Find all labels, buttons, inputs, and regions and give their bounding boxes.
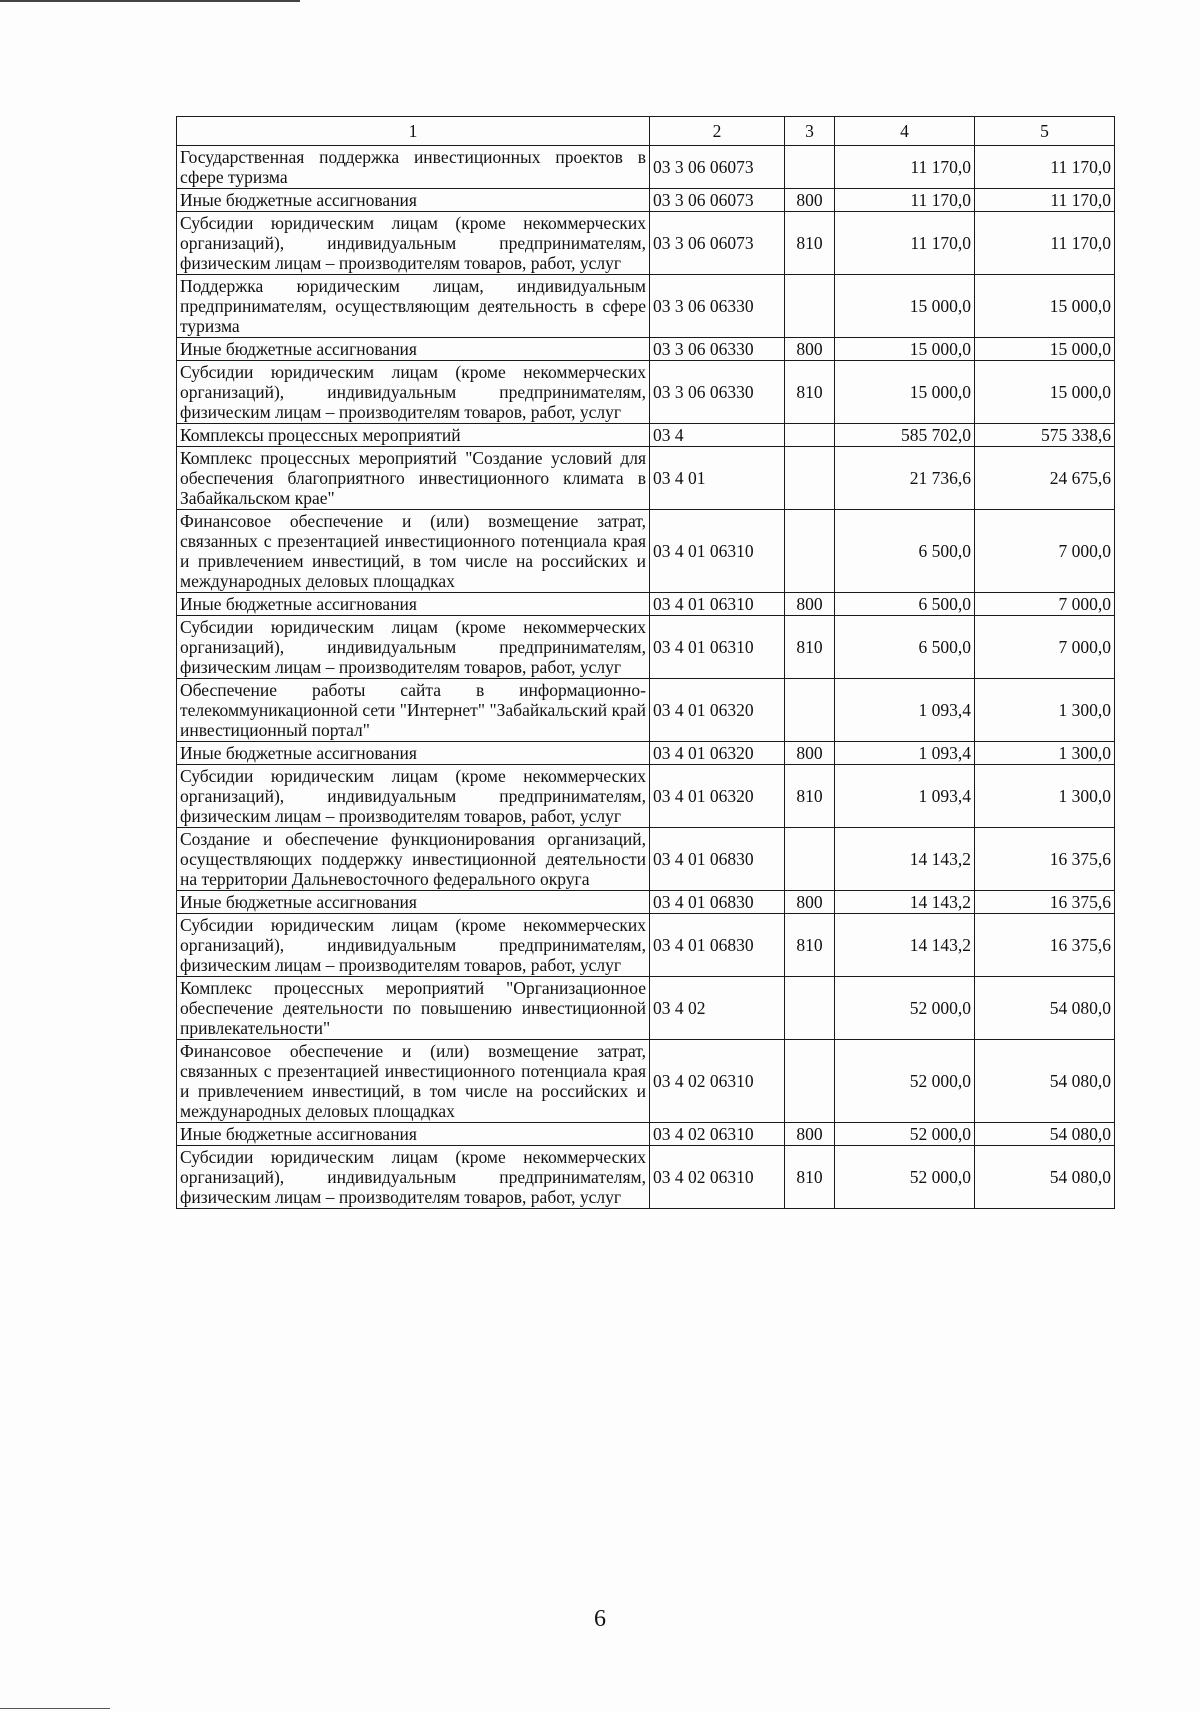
row-value-col5-cell: 54 080,0 <box>975 977 1115 1040</box>
row-value-col5-cell: 7 000,0 <box>975 593 1115 616</box>
row-value-col4-cell: 6 500,0 <box>835 510 975 593</box>
row-type-cell: 810 <box>785 914 835 977</box>
row-code-cell: 03 4 02 06310 <box>650 1146 785 1209</box>
table-body <box>177 146 1115 1209</box>
row-value-col5-cell: 11 170,0 <box>975 212 1115 275</box>
row-type-cell <box>785 679 835 742</box>
row-value-col4-cell: 11 170,0 <box>835 189 975 212</box>
table-row <box>177 1123 1115 1146</box>
row-value-col5-cell: 575 338,6 <box>975 424 1115 447</box>
row-value-col4-cell: 6 500,0 <box>835 593 975 616</box>
row-code-cell: 03 4 02 06310 <box>650 1040 785 1123</box>
row-value-col5-cell: 16 375,6 <box>975 914 1115 977</box>
column-header-3: 3 <box>785 117 835 146</box>
row-type-cell: 810 <box>785 212 835 275</box>
row-name-cell: Создание и обеспечение функционирования организаций, осуществляющих поддержку инвестиционной деятельности на территории Дальневосточного федерального округа <box>177 828 650 891</box>
table-row <box>177 593 1115 616</box>
budget-table <box>176 116 1115 1209</box>
row-type-cell: 800 <box>785 1123 835 1146</box>
row-name-cell: Государственная поддержка инвестиционных проектов в сфере туризма <box>177 146 650 189</box>
row-name-cell: Иные бюджетные ассигнования <box>177 891 650 914</box>
table-row <box>177 447 1115 510</box>
row-type-cell: 810 <box>785 361 835 424</box>
row-value-col5-cell: 7 000,0 <box>975 510 1115 593</box>
row-code-cell: 03 3 06 06330 <box>650 275 785 338</box>
table-row <box>177 616 1115 679</box>
table-row <box>177 338 1115 361</box>
row-value-col5-cell: 1 300,0 <box>975 679 1115 742</box>
row-name-cell: Иные бюджетные ассигнования <box>177 189 650 212</box>
table-row <box>177 742 1115 765</box>
row-name-cell: Комплекс процессных мероприятий "Организационное обеспечение деятельности по повышению инвестиционной привлекательности" <box>177 977 650 1040</box>
row-code-cell: 03 4 02 <box>650 977 785 1040</box>
row-name-cell: Поддержка юридическим лицам, индивидуальным предпринимателям, осуществляющим деятельность в сфере туризма <box>177 275 650 338</box>
row-value-col5-cell: 15 000,0 <box>975 338 1115 361</box>
row-code-cell: 03 4 <box>650 424 785 447</box>
table-row <box>177 361 1115 424</box>
row-value-col4-cell: 52 000,0 <box>835 1123 975 1146</box>
table-row <box>177 891 1115 914</box>
table-row <box>177 914 1115 977</box>
row-name-cell: Финансовое обеспечение и (или) возмещение затрат, связанных с презентацией инвестиционного потенциала края и привлечением инвестиций, в том числе на российских и международных деловых площадках <box>177 1040 650 1123</box>
table-row <box>177 189 1115 212</box>
row-name-cell: Субсидии юридическим лицам (кроме некоммерческих организаций), индивидуальным предпринимателям, физическим лицам – производителям товаров, работ, услуг <box>177 616 650 679</box>
header-row <box>177 117 1115 146</box>
row-name-cell: Иные бюджетные ассигнования <box>177 742 650 765</box>
row-type-cell: 810 <box>785 616 835 679</box>
column-header-4: 4 <box>835 117 975 146</box>
row-value-col5-cell: 16 375,6 <box>975 828 1115 891</box>
row-value-col4-cell: 6 500,0 <box>835 616 975 679</box>
row-name-cell: Субсидии юридическим лицам (кроме некоммерческих организаций), индивидуальным предпринимателям, физическим лицам – производителям товаров, работ, услуг <box>177 914 650 977</box>
row-value-col4-cell: 14 143,2 <box>835 891 975 914</box>
row-name-cell: Субсидии юридическим лицам (кроме некоммерческих организаций), индивидуальным предпринимателям, физическим лицам – производителям товаров, работ, услуг <box>177 212 650 275</box>
row-type-cell <box>785 424 835 447</box>
row-name-cell: Субсидии юридическим лицам (кроме некоммерческих организаций), индивидуальным предпринимателям, физическим лицам – производителям товаров, работ, услуг <box>177 361 650 424</box>
scan-edge-line-bottom <box>0 1708 110 1709</box>
row-code-cell: 03 4 02 06310 <box>650 1123 785 1146</box>
row-name-cell: Комплексы процессных мероприятий <box>177 424 650 447</box>
row-value-col4-cell: 52 000,0 <box>835 977 975 1040</box>
table-row <box>177 1040 1115 1123</box>
row-value-col5-cell: 54 080,0 <box>975 1123 1115 1146</box>
row-value-col5-cell: 16 375,6 <box>975 891 1115 914</box>
row-value-col4-cell: 585 702,0 <box>835 424 975 447</box>
row-value-col4-cell: 52 000,0 <box>835 1146 975 1209</box>
row-code-cell: 03 3 06 06073 <box>650 146 785 189</box>
row-value-col5-cell: 7 000,0 <box>975 616 1115 679</box>
row-code-cell: 03 3 06 06073 <box>650 212 785 275</box>
row-type-cell <box>785 447 835 510</box>
row-value-col4-cell: 15 000,0 <box>835 361 975 424</box>
column-header-1: 1 <box>177 117 650 146</box>
row-code-cell: 03 4 01 06310 <box>650 593 785 616</box>
page-number: 6 <box>594 1606 606 1632</box>
row-code-cell: 03 4 01 06830 <box>650 828 785 891</box>
row-name-cell: Субсидии юридическим лицам (кроме некоммерческих организаций), индивидуальным предпринимателям, физическим лицам – производителям товаров, работ, услуг <box>177 765 650 828</box>
table-row <box>177 977 1115 1040</box>
row-code-cell: 03 4 01 06310 <box>650 510 785 593</box>
row-type-cell: 800 <box>785 891 835 914</box>
row-type-cell <box>785 146 835 189</box>
row-type-cell <box>785 510 835 593</box>
row-value-col5-cell: 24 675,6 <box>975 447 1115 510</box>
table-row <box>177 828 1115 891</box>
table-row <box>177 510 1115 593</box>
row-code-cell: 03 4 01 06320 <box>650 742 785 765</box>
row-type-cell: 800 <box>785 189 835 212</box>
table-row <box>177 146 1115 189</box>
column-header-5: 5 <box>975 117 1115 146</box>
row-name-cell: Комплекс процессных мероприятий "Создание условий для обеспечения благоприятного инвестиционного климата в Забайкальском крае" <box>177 447 650 510</box>
row-value-col5-cell: 54 080,0 <box>975 1040 1115 1123</box>
row-name-cell: Обеспечение работы сайта в информационно-телекоммуникационной сети "Интернет" "Забайкальский край инвестиционный портал" <box>177 679 650 742</box>
row-code-cell: 03 4 01 06830 <box>650 891 785 914</box>
row-name-cell: Иные бюджетные ассигнования <box>177 338 650 361</box>
row-value-col4-cell: 11 170,0 <box>835 146 975 189</box>
table-row <box>177 1146 1115 1209</box>
row-value-col4-cell: 52 000,0 <box>835 1040 975 1123</box>
row-name-cell: Финансовое обеспечение и (или) возмещение затрат, связанных с презентацией инвестиционного потенциала края и привлечением инвестиций, в том числе на российских и международных деловых площадках <box>177 510 650 593</box>
row-value-col4-cell: 1 093,4 <box>835 765 975 828</box>
row-type-cell <box>785 1040 835 1123</box>
row-name-cell: Субсидии юридическим лицам (кроме некоммерческих организаций), индивидуальным предпринимателям, физическим лицам – производителям товаров, работ, услуг <box>177 1146 650 1209</box>
row-value-col4-cell: 21 736,6 <box>835 447 975 510</box>
row-type-cell: 800 <box>785 593 835 616</box>
row-value-col5-cell: 15 000,0 <box>975 361 1115 424</box>
row-type-cell <box>785 828 835 891</box>
row-value-col5-cell: 54 080,0 <box>975 1146 1115 1209</box>
row-value-col5-cell: 1 300,0 <box>975 742 1115 765</box>
row-code-cell: 03 4 01 06320 <box>650 679 785 742</box>
row-value-col4-cell: 14 143,2 <box>835 914 975 977</box>
row-code-cell: 03 3 06 06073 <box>650 189 785 212</box>
table-row <box>177 765 1115 828</box>
row-type-cell <box>785 977 835 1040</box>
scan-edge-line <box>0 0 300 2</box>
row-value-col5-cell: 15 000,0 <box>975 275 1115 338</box>
row-value-col4-cell: 1 093,4 <box>835 679 975 742</box>
row-code-cell: 03 4 01 06320 <box>650 765 785 828</box>
row-value-col4-cell: 15 000,0 <box>835 338 975 361</box>
row-type-cell: 810 <box>785 1146 835 1209</box>
table-row <box>177 275 1115 338</box>
row-value-col5-cell: 1 300,0 <box>975 765 1115 828</box>
row-type-cell: 800 <box>785 742 835 765</box>
row-code-cell: 03 4 01 06310 <box>650 616 785 679</box>
row-value-col4-cell: 11 170,0 <box>835 212 975 275</box>
row-name-cell: Иные бюджетные ассигнования <box>177 593 650 616</box>
table-row <box>177 212 1115 275</box>
row-type-cell: 810 <box>785 765 835 828</box>
row-value-col4-cell: 14 143,2 <box>835 828 975 891</box>
row-code-cell: 03 3 06 06330 <box>650 361 785 424</box>
row-name-cell: Иные бюджетные ассигнования <box>177 1123 650 1146</box>
row-value-col4-cell: 1 093,4 <box>835 742 975 765</box>
table-row <box>177 679 1115 742</box>
row-value-col4-cell: 15 000,0 <box>835 275 975 338</box>
row-code-cell: 03 4 01 06830 <box>650 914 785 977</box>
row-code-cell: 03 4 01 <box>650 447 785 510</box>
row-code-cell: 03 3 06 06330 <box>650 338 785 361</box>
row-type-cell <box>785 275 835 338</box>
row-value-col5-cell: 11 170,0 <box>975 189 1115 212</box>
column-header-2: 2 <box>650 117 785 146</box>
row-value-col5-cell: 11 170,0 <box>975 146 1115 189</box>
row-type-cell: 800 <box>785 338 835 361</box>
table-row <box>177 424 1115 447</box>
